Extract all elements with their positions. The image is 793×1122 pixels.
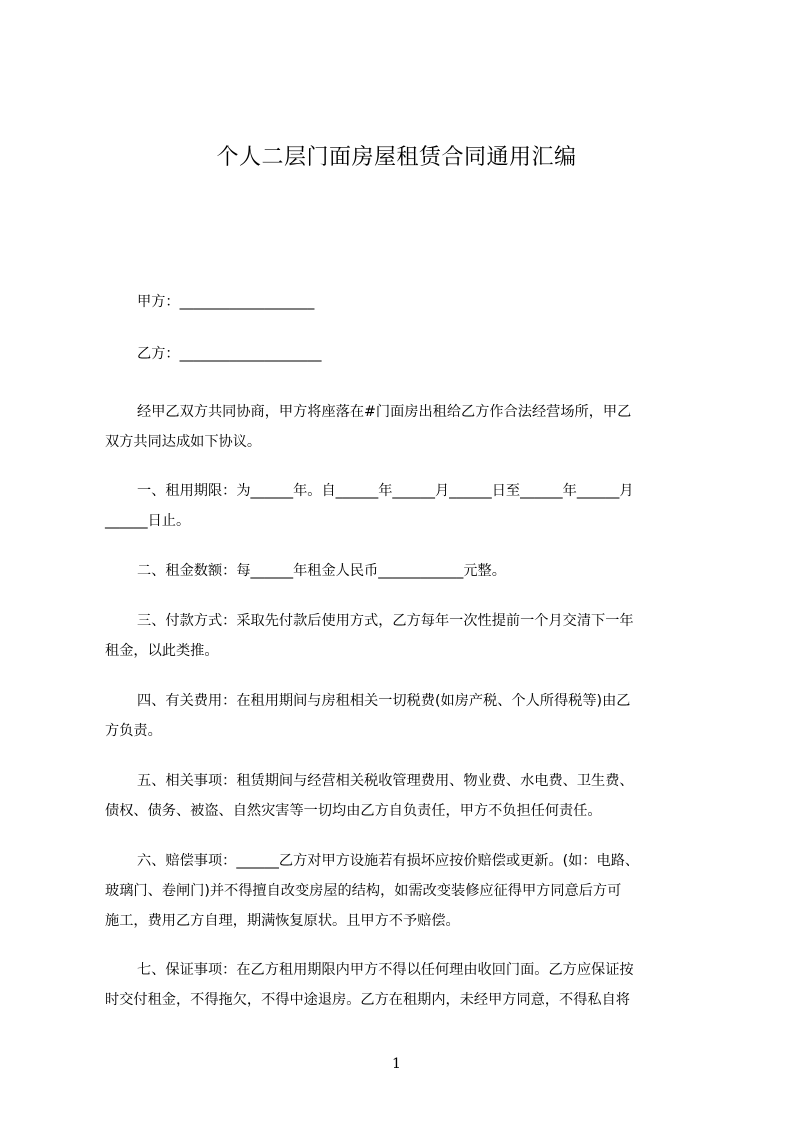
clause-4-line-2: 方负责。 <box>105 723 162 739</box>
clause-7-line-1: 七、保证事项：在乙方租用期限内甲方不得以任何理由收回门面。乙方应保证按 <box>137 962 634 978</box>
clause-1-line-2: ______日止。 <box>105 513 191 529</box>
clause-2-rent-amount <box>105 556 705 586</box>
clause-5-line-2: 债权、债务、被盗、自然灾害等一切均由乙方自负责任，甲方不负担任何责任。 <box>105 803 602 819</box>
clause-5-line-1: 五、相关事项：租赁期间与经营相关税收管理费用、物业费、水电费、卫生费、 <box>137 773 634 789</box>
clause-3-payment-method <box>105 606 705 666</box>
clause-4-line-1: 四、有关费用：在租用期间与房租相关一切税费(如房产税、个人所得税等)由乙 <box>137 693 631 709</box>
clause-6-line-2: 玻璃门、卷闸门)并不得擅自改变房屋的结构，如需改变装修应征得甲方同意后方可 <box>105 883 622 899</box>
clause-5-related-matters <box>105 766 705 826</box>
clause-1-line-1: 一、租用期限：为______年。自______年______月______日至______年______月 <box>137 483 634 499</box>
clause-1-rental-term <box>105 476 705 536</box>
intro-paragraph <box>105 397 705 457</box>
party-b-line: 乙方：____________________ <box>137 346 322 362</box>
clause-3-line-2: 租金，以此类推。 <box>105 643 219 659</box>
clause-7-line-2: 时交付租金，不得拖欠，不得中途退房。乙方在租期内，未经甲方同意，不得私自将 <box>105 992 630 1008</box>
clause-6-line-3: 施工，费用乙方自理，期满恢复原状。且甲方不予赔偿。 <box>105 913 460 929</box>
clause-6-compensation <box>105 846 705 936</box>
clause-3-line-1: 三、付款方式：采取先付款后使用方式，乙方每年一次性提前一个月交清下一年 <box>137 613 634 629</box>
clause-7-guarantee <box>105 955 705 1015</box>
intro-line-2: 双方共同达成如下协议。 <box>105 434 262 450</box>
intro-line-1: 经甲乙双方共同协商，甲方将座落在#门面房出租给乙方作合法经营场所，甲乙 <box>137 404 632 420</box>
clause-4-related-fees <box>105 686 705 746</box>
clause-6-line-1: 六、赔偿事项：______乙方对甲方设施若有损坏应按价赔偿或更新。(如：电路、 <box>137 853 640 869</box>
document-title: 个人二层门面房屋租赁合同通用汇编 <box>216 145 577 170</box>
page-number: 1 <box>392 1056 401 1072</box>
clause-2-line-1: 二、租金数额：每______年租金人民币____________元整。 <box>137 563 506 579</box>
party-a-line: 甲方：___________________ <box>137 294 315 310</box>
